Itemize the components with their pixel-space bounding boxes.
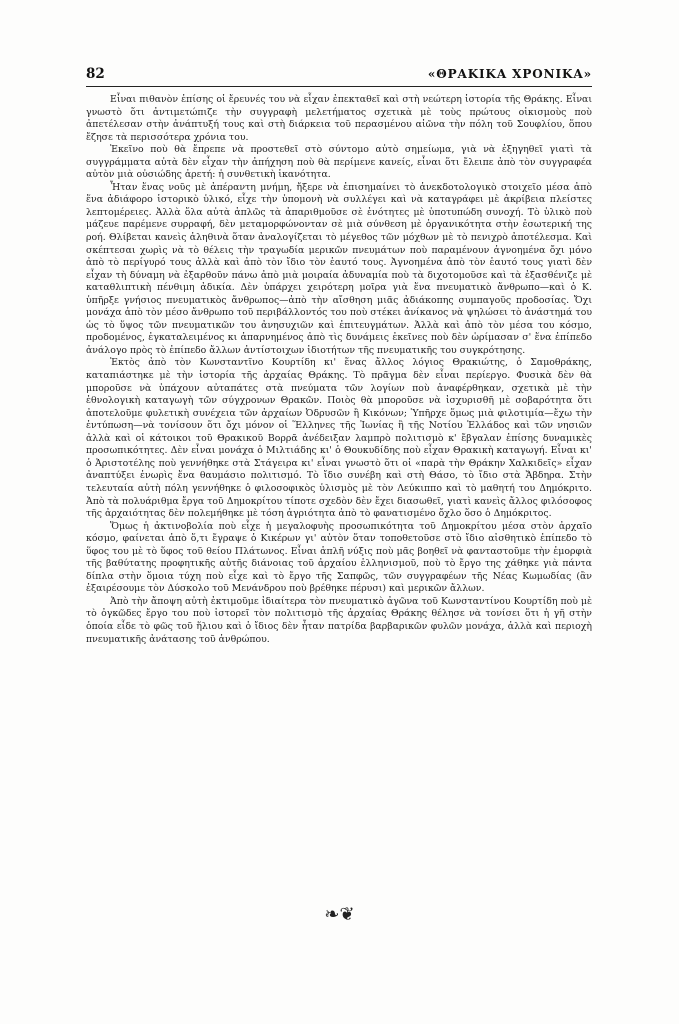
end-ornament-icon: ❧❦ [324,904,355,925]
header-rule [86,86,592,87]
paragraph: Ἐκτὸς ἀπὸ τὸν Κωνσταντῖνο Κουρτίδη κι' ἕνας ἄλλος λόγιος Θρακιώτης, ὁ Σαμοθράκης, καταπιάστηκε μὲ τὴν ἱστορία τῆς ἀρχαίας Θράκης. Τὸ πρᾶγμα δὲν εἶναι περίεργο. Φυσικὰ δὲν θὰ μποροῦσε νὰ ὑπάχουν αὐταπάτες στὰ πνεύματα τῶν λογίων ποὺ ἀναφέρθηκαν, σχετικὰ μὲ τὴν ἐθνολογικὴ καταγωγὴ τῶν σύγχρονων Θρακῶν. Ποιὸς θὰ μποροῦσε νὰ ἰσχυρισθῆ μὲ σοβαρότητα ὅτι ἀποτελοῦμε φυλετικὴ συνέχεια τῶν ἀρχαίων Ὀδρυσῶν ἢ Κικόνων; Ὑπῆρχε ὅμως μιὰ φιλοτιμία—ἔχω τὴν ἐντύπωση—νὰ τονίσουν ὅτι ὄχι μόνον οἱ Ἕλληνες τῆς Ἰωνίας ἢ τῆς Νοτίου Ἑλλάδος καὶ τῶν νησιῶν ἀλλὰ καὶ οἱ κάτοικοι τοῦ Θρακικοῦ Βορρᾶ ἀνέδειξαν λαμπρὸ πολιτισμὸ κ' ἔβγαλαν ἐπίσης δυναμικὲς προσωπικότητες. Δὲν εἶναι μονάχα ὁ Μιλτιάδης κι' ὁ Θουκυδίδης ποὺ εἶχαν Θρακικὴ καταγωγή. Εἶναι κι' ὁ Ἀριστοτέλης ποὺ γεννήθηκε στὰ Στάγειρα κι' εἶναι γνωστὸ ὅτι οἱ «παρὰ τὴν Θράκην Χαλκιδεῖς» εἶχαν ἀναπτύξει ἐνωρὶς ἕνα θαυμάσιο πολιτισμό. Τὸ ἴδιο συνέβη καὶ στὴ Θάσο, τὸ ἴδιο στὰ Ἄβδηρα. Στὴν τελευταία αὐτὴ πόλη γεννήθηκε ὁ φιλοσοφικὸς ὑλισμὸς μὲ τὸν Λεύκιππο καὶ τὸ μαθητή του Δημόκριτο. Ἀπὸ τὰ πολυάριθμα ἔργα τοῦ Δημοκρίτου τίποτε σχεδὸν δὲν ἔχει διασωθεῖ, γιατὶ κανεὶς ἄλλος φιλόσοφος τῆς ἀρχαιότητας δὲν πολεμήθηκε μὲ τόση ἀγριότητα ἀπὸ τὸ φανατισμένο ὄχλο ὅσο ὁ Δημόκριτος. [86,357,592,520]
paragraph: Ἀπὸ τὴν ἄποψη αὐτὴ ἐκτιμοῦμε ἰδιαίτερα τὸν πνευματικὸ ἀγῶνα τοῦ Κωνσταντίνου Κουρτίδη ποὺ μὲ τὸ ὀγκῶδες ἔργο του ποὺ ἱστορεῖ τὸν πολιτισμὸ τῆς ἀρχαίας Θράκης θέλησε νὰ τονίσει ὅτι ἡ γῆ στὴν ὁποία εἶδε τὸ φῶς τοῦ ἥλιου καὶ ὁ ἴδιος δὲν ἦταν πατρίδα βαρβαρικῶν φυλῶν μονάχα, ἀλλὰ καὶ περιοχὴ πνευματικῆς ἀνάτασης τοῦ ἀνθρώπου. [86,595,592,645]
paragraph: Ὅμως ἡ ἀκτινοβολία ποὺ εἶχε ἡ μεγαλοφυὴς προσωπικότητα τοῦ Δημοκρίτου μέσα στὸν ἀρχαῖο κόσμο, φαίνεται ἀπὸ ὅ,τι ἔγραψε ὁ Κικέρων γι' αὐτὸν ὅταν τοποθετοῦσε στὸ ἴδιο αἰσθητικὸ ἐπίπεδο τὸ ὕφος του μὲ τὸ ὕφος τοῦ θείου Πλάτωνος. Εἶναι ἁπλῆ νύξις ποὺ μᾶς βοηθεῖ νὰ φανταστοῦμε τὴν ἐμορφιὰ τῆς βαθύτατης προφητικῆς αὐτῆς διάνοιας τοῦ ἀρχαίου ἑλληνισμοῦ, ποὺ τὸ ἔργο της χάθηκε γιὰ πάντα δίπλα στὴν ὅμοια τύχη ποὺ εἶχε καὶ τὸ ἔργο τῆς Σαπφῶς, τῶν συγγραφέων τῆς Νέας Κωμωδίας (ἂν ἐξαιρέσουμε τὸν Δύσκολο τοῦ Μενάνδρου ποὺ βρέθηκε πέρυσι) καὶ μερικῶν ἄλλων. [86,520,592,595]
paragraph: Εἶναι πιθανὸν ἐπίσης οἱ ἔρευνές του νὰ εἶχαν ἐπεκταθεῖ καὶ στὴ νεώτερη ἱστορία τῆς Θράκης. Εἶναι γνωστὸ ὅτι ἀντιμετώπιζε τὴν συγγραφὴ μελετήματος σχετικὰ μὲ τοὺς πρώτους οἰκισμοὺς ποὺ ἀπετέλεσαν στὴν ἀνάπτυξή τους καὶ στὴ διάρκεια τοῦ περασμένου αἰῶνα τὴν πόλη τοῦ Σουφλίου, ὅπου ἔζησε τὰ περισσότερα χρόνια του. [86,94,592,143]
running-title: «ΘΡΑΚΙΚΑ ΧΡΟΝΙΚΑ» [427,67,592,81]
page-number: 82 [86,66,105,82]
article-body [86,94,592,646]
paragraph: Ἐκεῖνο ποὺ θὰ ἔπρεπε νὰ προστεθεῖ στὸ σύντομο αὐτὸ σημείωμα, γιὰ νὰ ἐξηγηθεῖ γιατὶ τὰ συγγράμματα αὐτὰ δὲν εἶχαν τὴν ἀπήχηση ποὺ θὰ περίμενε κανείς, εἶναι ὅτι ἔλειπε ἀπὸ τὸν συγγραφέα αὐτὸν μιὰ οὐσιώδης ἀρετή: ἡ συνθετικὴ ἱκανότητα. [86,144,592,181]
paragraph: Ἦταν ἕνας νοῦς μὲ ἀπέραντη μνήμη, ἤξερε νὰ ἐπισημαίνει τὸ ἀνεκδοτολογικὸ στοιχεῖο μέσα ἀπὸ ἕνα ἀδιάφορο ἱστορικὸ ὑλικό, εἶχε τὴν ὑπομονὴ νὰ συλλέγει καὶ νὰ καταγράφει μὲ ἀκρίβεια πλείστες λεπτομέρειες. Ἀλλὰ ὅλα αὐτὰ ἁπλῶς τὰ ἀπαριθμοῦσε σὲ ἑνότητες μὲ ὑποτυπώδη συνοχή. Τὸ ὑλικὸ ποὺ μάζευε παρέμενε συρραφή, δὲν μεταμορφώνονταν σὲ μιὰ σύνθεση μὲ ὀργανικότητα στὴν ἐσωτερική της ροή. Θλίβεται κανεὶς ἀληθινὰ ὅταν ἀναλογίζεται τὸ μέγεθος τῶν μόχθων μὲ τὸ πενιχρὸ ἀποτέλεσμα. Καὶ σκέπτεσαι χωρὶς νὰ τὸ θέλεις τὴν τραγωδία μερικῶν πνευμάτων ποὺ παραμένουν ἀγνοημένα ὄχι μόνο ἀπὸ τὸ περίγυρό τους ἀλλὰ καὶ ἀπὸ τὸν ἴδιο τὸν ἑαυτό τους. Ἀγνοημένα ἀπὸ τὸν ἑαυτό τους γιατὶ δὲν εἶχαν τὴ δύναμη νὰ ἐξαρθοῦν πάνω ἀπὸ μιὰ μοιραία ἀδυναμία ποὺ τὰ διχοτομοῦσε καὶ τὰ ἐξασθένιζε μὲ καταθλιπτικὴ πένθιμη ἀδικία. Δὲν ὑπάρχει χειρότερη μοῖρα γιὰ ἕνα πνευματικὸ ἄνθρωπο—καὶ ὁ Κ. ὑπῆρξε γνήσιος πνευματικὸς ἄνθρωπος—ἀπὸ τὴν αἴσθηση μιᾶς ἀδιάκοπης συμπαγοῦς προδοσίας. Ὄχι μονάχα ἀπὸ τὸν μέσο ἄνθρωπο τοῦ περιβάλλοντός του ποὺ στέκει ἀνίκανος νὰ ψηλώσει τὸ ἀνάστημά του ὡς τὸ ὕψος τῶν πνευματικῶν του ἀνησυχιῶν καὶ ἐπιτευγμάτων. Ἀλλὰ καὶ ἀπὸ τὸν μέσα του κόσμο, προδομένος, ἐγκαταλειμένος κι ἀπαρνημένος ἀπὸ τὶς δυνάμεις ἐκεῖνες ποὺ δὲν ὡρίμασαν σ' ἕνα ἐπίπεδο ἀνάλογο πρὸς τὸ ἐπίπεδο ἄλλων ἀντίστοιχων ἰδιοτήτων τῆς πνευματικῆς του συγκρότησης. [86,181,592,356]
page-header [86,66,592,82]
